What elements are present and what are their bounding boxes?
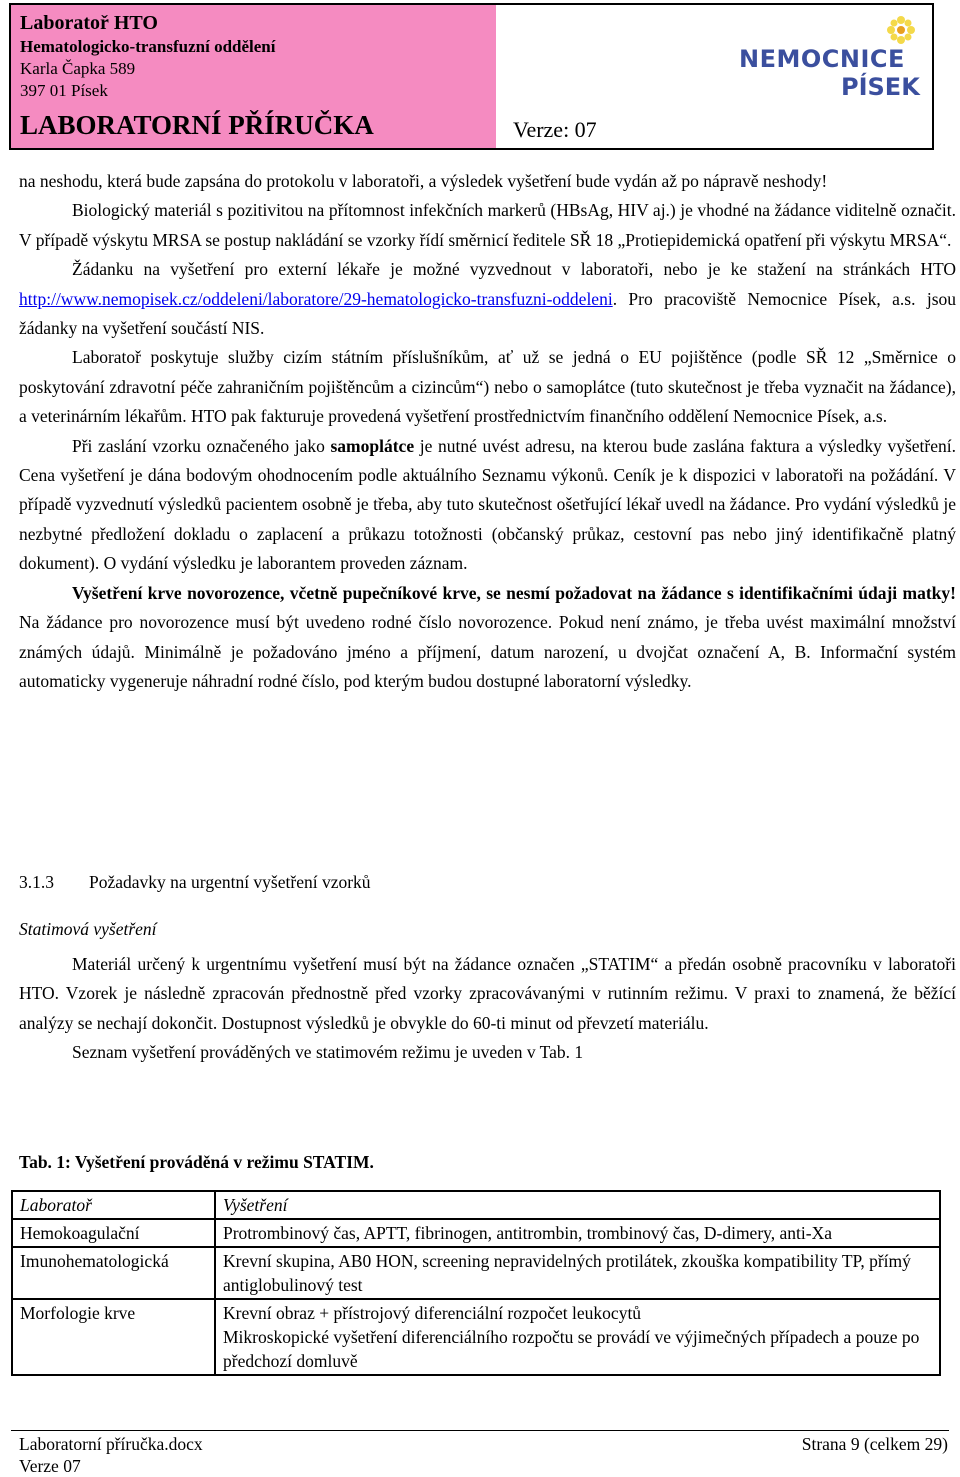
- footer-filename: Laboratorní příručka.docx: [19, 1434, 203, 1454]
- novorozenec-warning: Vyšetření krve novorozence, včetně pupečníkové krve, se nesmí požadovat na žádance s identifikačními údaji matky!: [72, 582, 956, 603]
- paragraph-zadanka: [19, 255, 956, 343]
- header-exam: Vyšetření: [215, 1191, 940, 1219]
- header-address-block: [11, 5, 496, 102]
- exam-line-1: Krevní obraz + přístrojový diferenciální rozpočet leukocytů: [223, 1303, 642, 1323]
- hto-link[interactable]: http://www.nemopisek.cz/oddeleni/laboratore/29-hematologicko-transfuzni-oddeleni: [19, 288, 613, 309]
- footer-divider: [11, 1430, 949, 1431]
- table-header-row: [12, 1191, 940, 1219]
- paragraph-novorozenec: [19, 579, 956, 697]
- document-title: LABORATORNÍ PŘÍRUČKA: [20, 110, 374, 140]
- cell-exam: Krevní skupina, AB0 HON, screening nepravidelných protilátek, zkouška kompatibility TP, přímý antiglobulinový test: [215, 1247, 940, 1299]
- section-title: Požadavky na urgentní vyšetření vzorků: [89, 872, 371, 892]
- department-name: Hematologicko-transfuzní oddělení: [20, 37, 276, 56]
- section-number: 3.1.3: [19, 872, 54, 892]
- city-address: 397 01 Písek: [20, 81, 108, 100]
- paragraph-biologic: Biologický materiál s pozitivitou na přítomnost infekčních markerů (HBsAg, HIV aj.) je vhodné na žádance viditelně označit. V případě výskytu MRSA se postup nakládání se vzorky řídí směrnicí ředitele SŘ 18 „Protiepidemická opatření při výskytu MRSA“.: [19, 200, 956, 250]
- header-title-block: [11, 102, 496, 148]
- body-text: [19, 167, 956, 696]
- document-header: [9, 3, 934, 150]
- paragraph-neshoda: na neshodu, která bude zapsána do protokolu v laboratoři, a výsledek vyšetření bude vydán až po nápravě neshody!: [19, 171, 828, 191]
- table-row: [12, 1299, 940, 1375]
- page-number: Strana 9 (celkem 29): [801, 1434, 948, 1454]
- statim-text: [19, 950, 956, 1068]
- samoplatce-text: Při zaslání vzorku označeného jako: [72, 435, 331, 456]
- footer-left: [19, 1433, 203, 1477]
- flower-icon: [886, 15, 916, 45]
- document-version: Verze: 07: [513, 117, 597, 142]
- table-caption: Tab. 1: Vyšetření prováděná v režimu STATIM.: [19, 1152, 374, 1172]
- street-address: Karla Čapka 589: [20, 59, 136, 78]
- zadanka-text-after: . Pro pracoviště Nemocnice Písek, a.s. jsou žádanky na vyšetření součástí NIS.: [19, 288, 956, 339]
- exam-line-2: Mikroskopické vyšetření diferenciálního rozpočtu se provádí ve výjimečných případech a pouze po předchozí domluvě: [223, 1327, 920, 1371]
- table-row: [12, 1219, 940, 1247]
- table-row: [12, 1247, 940, 1299]
- footer-version: Verze 07: [19, 1456, 81, 1476]
- samoplatce-bold: samoplátce: [330, 435, 415, 456]
- header-lab: Laboratoř: [12, 1191, 215, 1219]
- cell-lab: Hemokoagulační: [12, 1219, 215, 1247]
- paragraph-samoplatce: [19, 432, 956, 579]
- paragraph-cizinci: Laboratoř poskytuje služby cizím státním příslušníkům, ať už se jedná o EU pojištěnce (podle SŘ 12 „Směrnice o poskytování zdravotní péče zahraničním pojištěncům a cizincům“) nebo o samoplátce (tuto skutečnost je třeba vyznačit na žádance), a veterinárním lékařům. HTO pak fakturuje provedená vyšetření prostřednictvím finančního oddělení Nemocnice Písek, a.s.: [19, 347, 956, 427]
- section-heading: [19, 872, 371, 893]
- paragraph-statim: Materiál určený k urgentnímu vyšetření musí být na žádance označen „STATIM“ a předán osobně pracovníku v laboratoři HTO. Vzorek je následně zpracován přednostně před vzorky zpracovávanými v rutinním režimu. V praxi to znamená, že běžící analýzy se nechají dokončit. Dostupnost výsledků je obvykle do 60-ti minut od převzetí materiálu.: [19, 954, 956, 1033]
- logo-text-pisek: PÍSEK: [841, 73, 920, 101]
- cell-exam: [215, 1299, 940, 1375]
- cell-exam: Protrombinový čas, APTT, fibrinogen, antitrombin, trombinový čas, D-dimery, anti-Xa: [215, 1219, 940, 1247]
- lab-name: Laboratoř HTO: [20, 12, 158, 34]
- zadanka-text: Žádanku na vyšetření pro externí lékaře je možné vyzvednout v laboratoři, nebo je ke stažení na stránkách HTO: [72, 259, 956, 280]
- samoplatce-text-after: je nutné uvést adresu, na kterou bude zaslána faktura a výsledky vyšetření. Cena vyšetření je dána bodovým ohodnocením podle aktuálního Seznamu výkonů. Ceník je k dispozici v laboratoři na požádání. V případě vyzvednutí výsledků pacientem osobně je třeba, aby tuto skutečnost ošetřující lékař uvedl na žádance. Pro vydání výsledků je nezbytné předložení dokladu o zaplacení a průkazu totožnosti (občanský průkaz, cestovní pas nebo jiný identifikačně platný dokument). O vydání výsledku je laborantem proveden záznam.: [19, 435, 956, 574]
- statim-table: [11, 1190, 941, 1376]
- novorozenec-text: Na žádance pro novorozence musí být uvedeno rodné číslo novorozence. Pokud není známo, je třeba uvést maximální množství známých údajů. Minimálně je požadováno jméno a příjmení, datum narození, u dvojčat označení A, B. Informační systém automaticky vygeneruje náhradní rodné číslo, pod kterým budou dostupné laboratorní výsledky.: [19, 612, 956, 691]
- paragraph-seznam: Seznam vyšetření prováděných ve statimovém režimu je uveden v Tab. 1: [72, 1042, 584, 1063]
- hospital-logo: [711, 15, 931, 100]
- logo-text-nemocnice: NEMOCNICE: [739, 45, 905, 73]
- cell-lab: Morfologie krve: [12, 1299, 215, 1375]
- cell-lab: Imunohematologická: [12, 1247, 215, 1299]
- subsection-heading: Statimová vyšetření: [19, 919, 157, 939]
